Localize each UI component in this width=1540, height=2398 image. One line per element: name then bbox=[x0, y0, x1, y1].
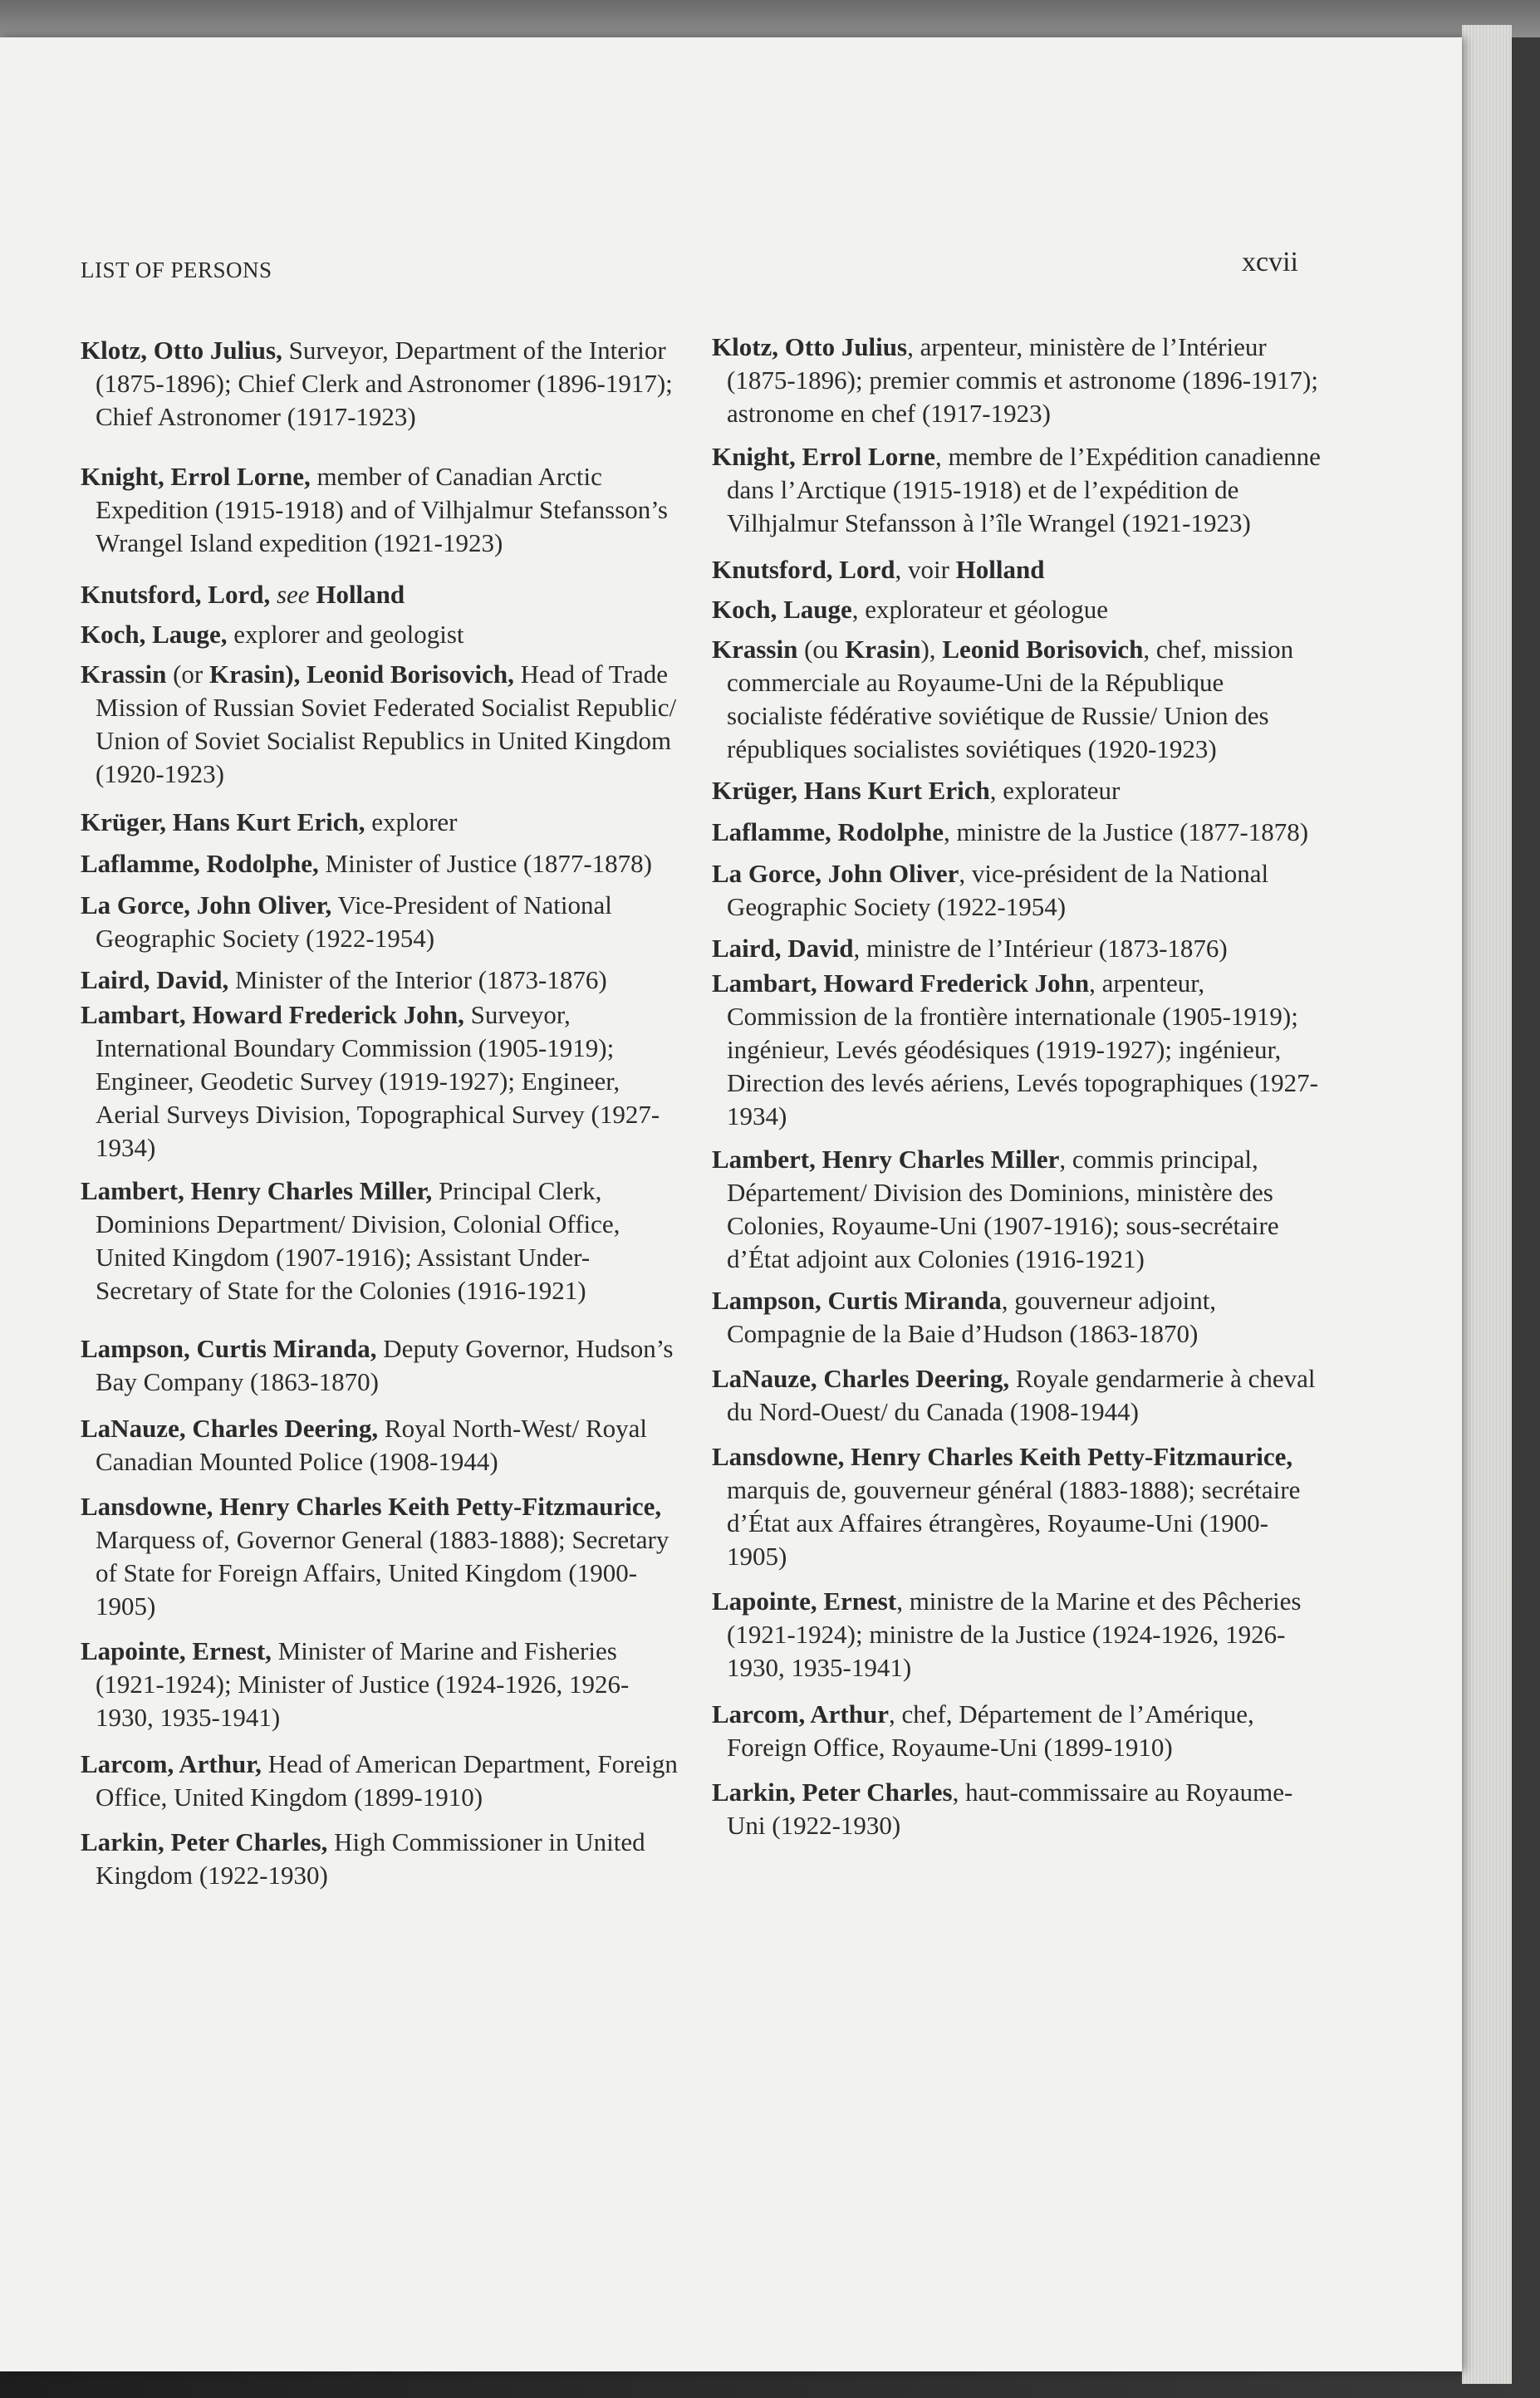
person-description: Marquess of, Governor General (1883-1888); Secretary of State for Foreign Affairs, United Kingdom (1900-1905) bbox=[96, 1525, 669, 1621]
list-item bbox=[712, 331, 1322, 430]
person-name: Krüger, Hans Kurt Erich bbox=[712, 776, 990, 805]
person-description: , chef, mission commerciale au Royaume-Uni de la République socialiste fédérative soviétique de Russie/ Union des républiques socialistes soviétiques (1920-1923) bbox=[727, 635, 1294, 763]
person-name: Lansdowne, Henry Charles Keith Petty-Fitzmaurice, bbox=[712, 1442, 1293, 1471]
scan-background bbox=[0, 0, 1540, 37]
person-description: (or bbox=[166, 660, 210, 689]
person-name: Laflamme, Rodolphe, bbox=[81, 849, 319, 878]
list-item bbox=[81, 1412, 679, 1479]
person-description: (ou bbox=[797, 635, 846, 664]
person-description: Royal North-West/ Royal Canadian Mounted Police (1908-1944) bbox=[96, 1414, 647, 1476]
list-item bbox=[81, 658, 679, 791]
english-column bbox=[81, 334, 679, 1892]
person-description: Principal Clerk, Dominions Department/ Division, Colonial Office, United Kingdom (1907-1916); Assistant Under-Secretary of State for the Colonies (1916-1921) bbox=[96, 1176, 620, 1305]
list-item bbox=[81, 578, 679, 611]
running-header: LIST OF PERSONS bbox=[81, 257, 272, 282]
person-description: Deputy Governor, Hudson’s Bay Company (1863-1870) bbox=[96, 1334, 674, 1396]
person-description: Minister of the Interior (1873-1876) bbox=[228, 965, 607, 994]
person-name-alt: Krasin), Leonid Borisovich, bbox=[209, 660, 514, 689]
book-page bbox=[0, 37, 1462, 2371]
list-item bbox=[712, 1143, 1322, 1276]
list-item bbox=[712, 633, 1322, 766]
person-description: ), bbox=[920, 635, 943, 664]
list-item bbox=[712, 1698, 1322, 1764]
list-item bbox=[712, 967, 1322, 1133]
cross-reference: Holland bbox=[955, 555, 1045, 584]
person-name: Laird, David, bbox=[81, 965, 229, 994]
person-name: Lambart, Howard Frederick John bbox=[712, 969, 1090, 998]
see-reference-word: see bbox=[276, 580, 310, 609]
page-number: xcvii bbox=[1242, 247, 1298, 277]
list-item bbox=[81, 806, 679, 839]
person-description: , explorateur bbox=[989, 776, 1121, 805]
person-name: La Gorce, John Oliver bbox=[712, 859, 959, 888]
list-item bbox=[712, 1284, 1322, 1351]
list-item bbox=[712, 1440, 1322, 1573]
person-description: Surveyor, Department of the Interior (1875-1896); Chief Clerk and Astronomer (1896-1917); Chief Astronomer (1917-1923) bbox=[96, 336, 673, 431]
person-description: Head of American Department, Foreign Office, United Kingdom (1899-1910) bbox=[96, 1749, 678, 1812]
person-name: Krassin bbox=[712, 635, 798, 664]
person-description: Vice-President of National Geographic Society (1922-1954) bbox=[96, 890, 612, 953]
person-name: Lansdowne, Henry Charles Keith Petty-Fitzmaurice, bbox=[81, 1492, 662, 1521]
person-name: Laflamme, Rodolphe bbox=[712, 817, 944, 846]
french-column bbox=[712, 334, 1322, 1842]
person-name: Knight, Errol Lorne, bbox=[81, 462, 311, 491]
person-name: Koch, Lauge bbox=[712, 595, 852, 624]
list-item bbox=[712, 593, 1322, 626]
person-description: , chef, Département de l’Amérique, Foreign Office, Royaume-Uni (1899-1910) bbox=[727, 1699, 1254, 1762]
person-description: explorer bbox=[365, 807, 458, 836]
person-description: , ministre de l’Intérieur (1873-1876) bbox=[853, 934, 1228, 963]
person-description: Head of Trade Mission of Russian Soviet Federated Socialist Republic/ Union of Soviet Socialist Republics in United Kingdom (1920-1923) bbox=[96, 660, 677, 788]
person-name: Klotz, Otto Julius, bbox=[81, 336, 282, 365]
person-description: Minister of Marine and Fisheries (1921-1924); Minister of Justice (1924-1926, 1926-1930, 1935-1941) bbox=[96, 1636, 630, 1732]
person-name: Knutsford, Lord bbox=[712, 555, 895, 584]
list-item bbox=[81, 1490, 679, 1623]
person-name: Lampson, Curtis Miranda bbox=[712, 1286, 1002, 1315]
person-description: High Commissioner in United Kingdom (1922-1930) bbox=[96, 1827, 645, 1890]
person-description: , voir bbox=[895, 555, 956, 584]
person-name: La Gorce, John Oliver, bbox=[81, 890, 332, 919]
person-name: Lambart, Howard Frederick John, bbox=[81, 1000, 464, 1029]
list-item bbox=[712, 440, 1322, 540]
person-name: Lapointe, Ernest, bbox=[81, 1636, 272, 1665]
person-name: Larkin, Peter Charles, bbox=[81, 1827, 328, 1856]
list-item bbox=[712, 932, 1322, 965]
person-name: Laird, David bbox=[712, 934, 854, 963]
list-item bbox=[81, 1748, 679, 1814]
person-name: Lambert, Henry Charles Miller bbox=[712, 1145, 1060, 1174]
list-item bbox=[712, 816, 1322, 849]
list-item bbox=[712, 857, 1322, 924]
person-description: member of Canadian Arctic Expedition (1915-1918) and of Vilhjalmur Stefansson’s Wrangel Island expedition (1921-1923) bbox=[96, 462, 668, 557]
person-name: Larkin, Peter Charles bbox=[712, 1778, 953, 1807]
person-name: Lapointe, Ernest bbox=[712, 1586, 897, 1616]
person-name: Lampson, Curtis Miranda, bbox=[81, 1334, 377, 1363]
list-item bbox=[712, 1585, 1322, 1684]
list-item bbox=[81, 1826, 679, 1892]
person-name: Klotz, Otto Julius bbox=[712, 332, 908, 361]
list-item bbox=[712, 774, 1322, 807]
person-name: Knutsford, Lord, bbox=[81, 580, 271, 609]
person-description: , commis principal, Département/ Division des Dominions, ministère des Colonies, Royaume-Uni (1907-1916); sous-secrétaire d’État adjoint aux Colonies (1916-1921) bbox=[727, 1145, 1279, 1273]
list-item bbox=[81, 847, 679, 880]
list-item bbox=[81, 1635, 679, 1734]
person-name: LaNauze, Charles Deering, bbox=[712, 1364, 1010, 1393]
list-item bbox=[712, 1776, 1322, 1842]
person-description: , arpenteur, Commission de la frontière internationale (1905-1919); ingénieur, Levés géodésiques (1919-1927); ingénieur, Direction des levés aériens, Levés topographiques (1927-1934) bbox=[727, 969, 1318, 1130]
person-description: , ministre de la Marine et des Pêcheries (1921-1924); ministre de la Justice (1924-1926, 1926-1930, 1935-1941) bbox=[727, 1586, 1302, 1682]
person-name: Larcom, Arthur, bbox=[81, 1749, 262, 1778]
person-description: , gouverneur adjoint, Compagnie de la Baie d’Hudson (1863-1870) bbox=[727, 1286, 1217, 1348]
person-name: Krassin bbox=[81, 660, 167, 689]
person-description: , haut-commissaire au Royaume-Uni (1922-1930) bbox=[727, 1778, 1293, 1840]
person-description: , ministre de la Justice (1877-1878) bbox=[944, 817, 1309, 846]
person-name: Lambert, Henry Charles Miller, bbox=[81, 1176, 433, 1205]
person-description: Royale gendarmerie à cheval du Nord-Ouest/ du Canada (1908-1944) bbox=[727, 1364, 1316, 1426]
person-description: , explorateur et géologue bbox=[851, 595, 1108, 624]
person-description: Minister of Justice (1877-1878) bbox=[318, 849, 652, 878]
list-item bbox=[81, 460, 679, 560]
person-name: Larcom, Arthur bbox=[712, 1699, 889, 1729]
person-description: marquis de, gouverneur général (1883-1888); secrétaire d’État aux Affaires étrangères, Royaume-Uni (1900-1905) bbox=[727, 1475, 1301, 1571]
person-description: explorer and geologist bbox=[227, 620, 464, 649]
list-item bbox=[712, 553, 1322, 586]
person-name: LaNauze, Charles Deering, bbox=[81, 1414, 379, 1443]
person-description: Surveyor, International Boundary Commission (1905-1919); Engineer, Geodetic Survey (1919-1927); Engineer, Aerial Surveys Division, Topographical Survey (1927-1934) bbox=[96, 1000, 660, 1162]
list-item bbox=[712, 1362, 1322, 1429]
list-item bbox=[81, 618, 679, 651]
list-item bbox=[81, 1174, 679, 1307]
list-item bbox=[81, 1332, 679, 1399]
person-description: , arpenteur, ministère de l’Intérieur (1875-1896); premier commis et astronome (1896-1917); astronome en chef (1917-1923) bbox=[727, 332, 1318, 428]
person-description: , vice-président de la National Geographic Society (1922-1954) bbox=[727, 859, 1269, 921]
person-description: , membre de l’Expédition canadienne dans l’Arctique (1915-1918) et de l’expédition de Vilhjalmur Stefansson à l’île Wrangel (1921-1923) bbox=[727, 442, 1321, 537]
cross-reference: Holland bbox=[316, 580, 405, 609]
list-item bbox=[81, 889, 679, 955]
page-edges bbox=[1462, 25, 1512, 2384]
list-item bbox=[81, 334, 679, 434]
person-name-given: Leonid Borisovich bbox=[942, 635, 1144, 664]
list-item bbox=[81, 964, 679, 997]
list-item bbox=[81, 998, 679, 1165]
person-name-alt: Krasin bbox=[845, 635, 921, 664]
person-name: Koch, Lauge, bbox=[81, 620, 228, 649]
person-name: Krüger, Hans Kurt Erich, bbox=[81, 807, 365, 836]
person-name: Knight, Errol Lorne bbox=[712, 442, 935, 471]
